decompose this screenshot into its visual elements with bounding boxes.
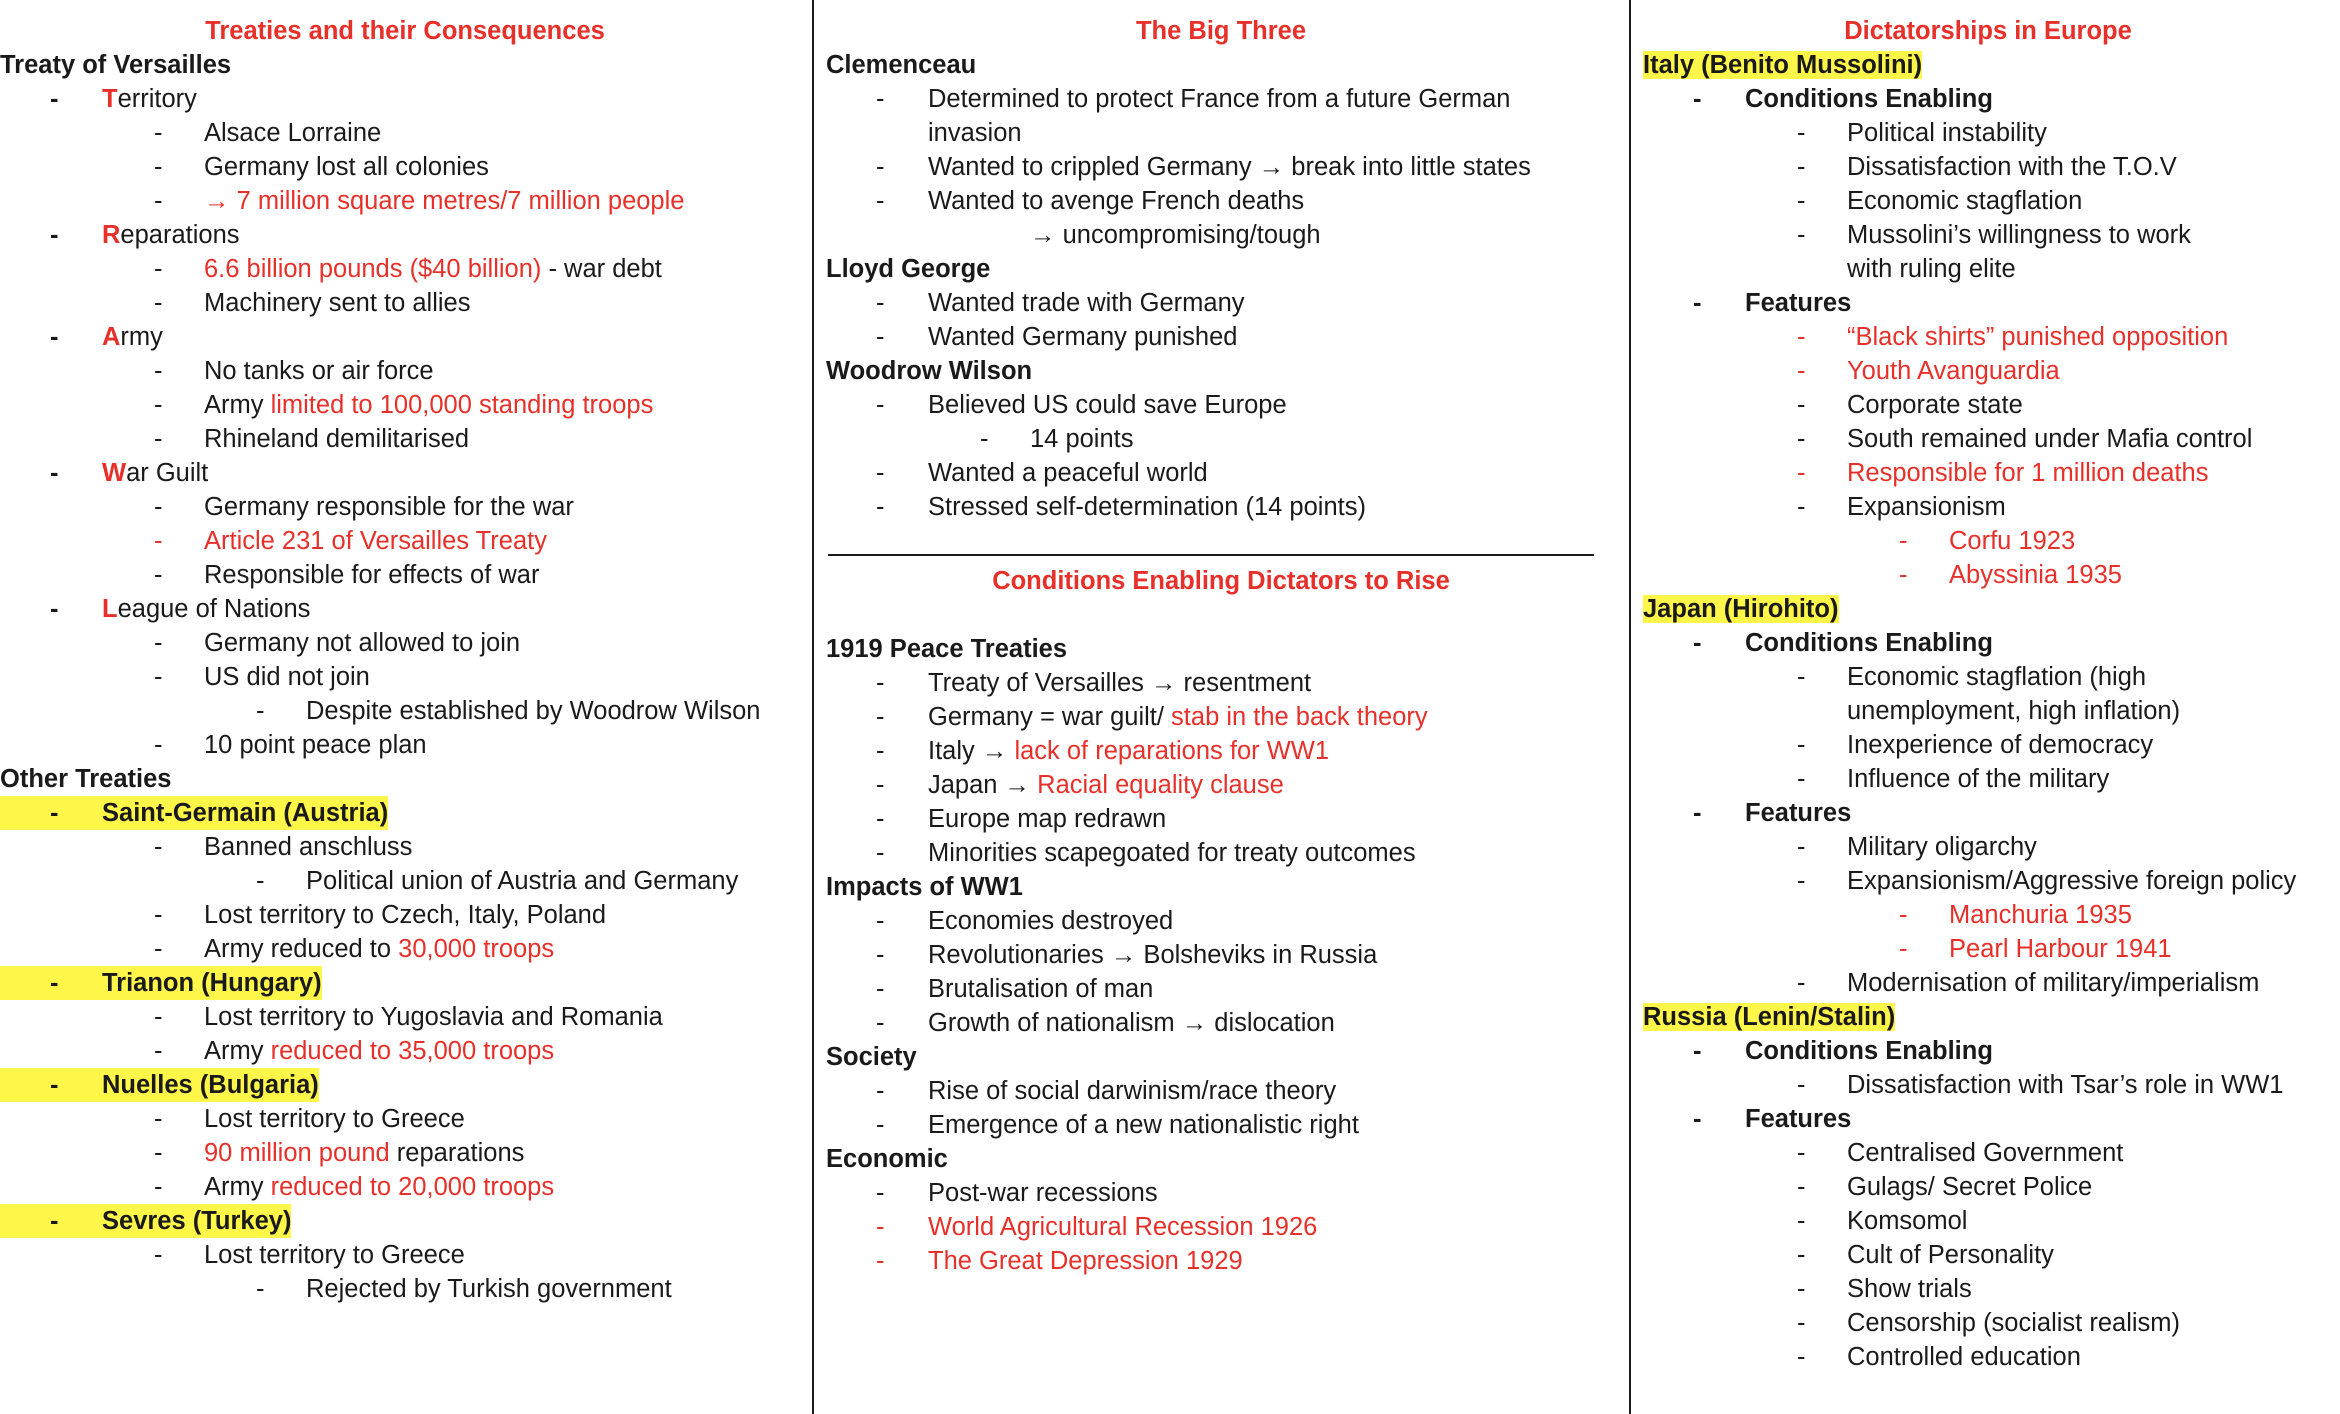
point-war-guilt: - War Guilt <box>50 459 209 487</box>
treaty-saint-germain: - Saint-Germain (Austria) <box>0 796 388 830</box>
list-item: - Germany not allowed to join <box>154 629 521 657</box>
list-item: - Italy → lack of reparations for WW1 <box>876 737 1330 765</box>
list-item: - Corporate state <box>1797 391 2023 419</box>
list-item: - Banned anschluss <box>154 833 413 861</box>
list-item: - Minorities scapegoated for treaty outcomes <box>876 839 1416 867</box>
list-item: - Political instability <box>1797 119 2047 147</box>
list-item: - Show trials <box>1797 1275 1972 1303</box>
heading-impacts: Impacts of WW1 <box>826 873 1023 901</box>
subheading-conditions: - Conditions Enabling <box>1693 629 1993 657</box>
point-league-of-nations: - League of Nations <box>50 595 311 623</box>
list-item: - Rhineland demilitarised <box>154 425 470 453</box>
list-item: - Pearl Harbour 1941 <box>1899 935 2172 963</box>
list-item: - Emergence of a new nationalistic right <box>876 1111 1359 1139</box>
list-item: - Growth of nationalism → dislocation <box>876 1009 1335 1037</box>
list-item: - Modernisation of military/imperialism <box>1797 969 2260 997</box>
list-item: - Censorship (socialist realism) <box>1797 1309 2181 1337</box>
subheading-features: - Features <box>1693 1105 1852 1133</box>
treaty-nuelles: - Nuelles (Bulgaria) <box>0 1068 319 1102</box>
list-item: - Lost territory to Yugoslavia and Romania <box>154 1003 663 1031</box>
list-item: - 14 points <box>980 425 1134 453</box>
subheading-features: - Features <box>1693 289 1852 317</box>
heading-woodrow-wilson: Woodrow Wilson <box>826 357 1033 385</box>
list-item: - Post-war recessions <box>876 1179 1158 1207</box>
section-title-treaties: Treaties and their Consequences <box>205 17 605 45</box>
treaties-column <box>0 14 810 1306</box>
list-item: - Article 231 of Versailles Treaty <box>154 527 547 555</box>
list-item: - Economies destroyed <box>876 907 1174 935</box>
list-item: - Mussolini’s willingness to work with ruling elite <box>1797 221 2198 283</box>
list-item: - Corfu 1923 <box>1899 527 2076 555</box>
point-territory: - Territory <box>50 85 197 113</box>
list-item: - Abyssinia 1935 <box>1899 561 2122 589</box>
list-item: - Expansionism <box>1797 493 2006 521</box>
list-item: - Dissatisfaction with the T.O.V <box>1797 153 2177 181</box>
list-item: - Lost territory to Greece <box>154 1105 465 1133</box>
point-reparations: - Reparations <box>50 221 240 249</box>
list-item: - Germany responsible for the war <box>154 493 574 521</box>
list-item: - Europe map redrawn <box>876 805 1167 833</box>
list-item: - Believed US could save Europe <box>876 391 1287 419</box>
list-item: - Wanted to avenge French deaths <box>876 187 1305 215</box>
list-item: - 6.6 billion pounds ($40 billion) - war debt <box>154 255 662 283</box>
list-item: - Centralised Government <box>1797 1139 2124 1167</box>
heading-clemenceau: Clemenceau <box>826 51 977 79</box>
list-item: - 90 million pound reparations <box>154 1139 525 1167</box>
list-item: - Expansionism/Aggressive foreign policy <box>1797 867 2297 895</box>
section-title-conditions: Conditions Enabling Dictators to Rise <box>992 567 1450 595</box>
list-item: - “Black shirts” punished opposition <box>1797 323 2229 351</box>
list-item: - Military oligarchy <box>1797 833 2037 861</box>
heading-russia: Russia (Lenin/Stalin) <box>1643 1003 1896 1031</box>
heading-other-treaties: Other Treaties <box>0 765 172 793</box>
list-item: - Japan → Racial equality clause <box>876 771 1284 799</box>
section-title-big-three: The Big Three <box>1135 17 1307 45</box>
list-item: - Manchuria 1935 <box>1899 901 2132 929</box>
list-item: - Army reduced to 30,000 troops <box>154 935 555 963</box>
list-item: - Germany lost all colonies <box>154 153 489 181</box>
list-item: - Treaty of Versailles → resentment <box>876 669 1312 697</box>
list-item: - Komsomol <box>1797 1207 1968 1235</box>
list-item: - → 7 million square metres/7 million people <box>154 187 685 215</box>
heading-economic: Economic <box>826 1145 948 1173</box>
list-item: - Cult of Personality <box>1797 1241 2054 1269</box>
list-item: - Alsace Lorraine <box>154 119 382 147</box>
list-item: - Germany = war guilt/ stab in the back theory <box>876 703 1428 731</box>
list-item: - Responsible for 1 million deaths <box>1797 459 2209 487</box>
list-item: - Wanted a peaceful world <box>876 459 1208 487</box>
list-item: - Controlled education <box>1797 1343 2081 1371</box>
list-item: - Influence of the military <box>1797 765 2110 793</box>
heading-lloyd-george: Lloyd George <box>826 255 991 283</box>
section-divider <box>828 554 1594 556</box>
heading-japan: Japan (Hirohito) <box>1643 595 1839 623</box>
list-item: - Wanted to crippled Germany → break into little states <box>876 153 1531 181</box>
list-item: - Army reduced to 35,000 troops <box>154 1037 555 1065</box>
list-item: - Political union of Austria and Germany <box>256 867 739 895</box>
list-item: - The Great Depression 1929 <box>876 1247 1243 1275</box>
list-item: - Inexperience of democracy <box>1797 731 2154 759</box>
list-item: - Economic stagflation (high unemployment, high inflation) <box>1797 663 2181 725</box>
list-item: - Lost territory to Greece <box>154 1241 465 1269</box>
list-item: - US did not join <box>154 663 370 691</box>
list-item: - Responsible for effects of war <box>154 561 540 589</box>
list-item: → uncompromising/tough <box>1030 221 1321 249</box>
subheading-features: - Features <box>1693 799 1852 827</box>
big-three-column <box>826 14 1616 1278</box>
list-item: - Wanted trade with Germany <box>876 289 1245 317</box>
list-item: - Youth Avanguardia <box>1797 357 2060 385</box>
column-divider-left <box>812 0 814 1414</box>
list-item: - Machinery sent to allies <box>154 289 471 317</box>
list-item: - Determined to protect France from a future German invasion <box>876 85 1518 147</box>
list-item: - Rejected by Turkish government <box>256 1275 672 1303</box>
list-item: - 10 point peace plan <box>154 731 427 759</box>
treaty-trianon: - Trianon (Hungary) <box>0 966 322 1000</box>
list-item: - Despite established by Woodrow Wilson <box>256 697 761 725</box>
list-item: - Gulags/ Secret Police <box>1797 1173 2093 1201</box>
acronym-letter: T <box>102 85 118 113</box>
list-item: - Dissatisfaction with Tsar’s role in WW1 <box>1797 1071 2284 1099</box>
subheading-conditions: - Conditions Enabling <box>1693 1037 1993 1065</box>
list-item: - Economic stagflation <box>1797 187 2083 215</box>
column-divider-right <box>1629 0 1631 1414</box>
heading-peace-treaties: 1919 Peace Treaties <box>826 635 1068 663</box>
list-item: - Lost territory to Czech, Italy, Poland <box>154 901 607 929</box>
list-item: - Brutalisation of man <box>876 975 1154 1003</box>
point-army: - Army <box>50 323 163 351</box>
treaty-sevres: - Sevres (Turkey) <box>0 1204 291 1238</box>
list-item: - Revolutionaries → Bolsheviks in Russia <box>876 941 1378 969</box>
heading-treaty-of-versailles: Treaty of Versailles <box>0 51 232 79</box>
heading-italy: Italy (Benito Mussolini) <box>1643 51 1923 79</box>
list-item: - Rise of social darwinism/race theory <box>876 1077 1337 1105</box>
dictatorships-column <box>1643 14 2333 1374</box>
section-title-dictatorships: Dictatorships in Europe <box>1844 17 2132 45</box>
heading-society: Society <box>826 1043 917 1071</box>
list-item: - Stressed self-determination (14 points) <box>876 493 1366 521</box>
list-item: - Army limited to 100,000 standing troops <box>154 391 654 419</box>
list-item: - Wanted Germany punished <box>876 323 1238 351</box>
list-item: - South remained under Mafia control <box>1797 425 2253 453</box>
list-item: - No tanks or air force <box>154 357 434 385</box>
subheading-conditions: - Conditions Enabling <box>1693 85 1993 113</box>
list-item: - World Agricultural Recession 1926 <box>876 1213 1318 1241</box>
list-item: - Army reduced to 20,000 troops <box>154 1173 555 1201</box>
